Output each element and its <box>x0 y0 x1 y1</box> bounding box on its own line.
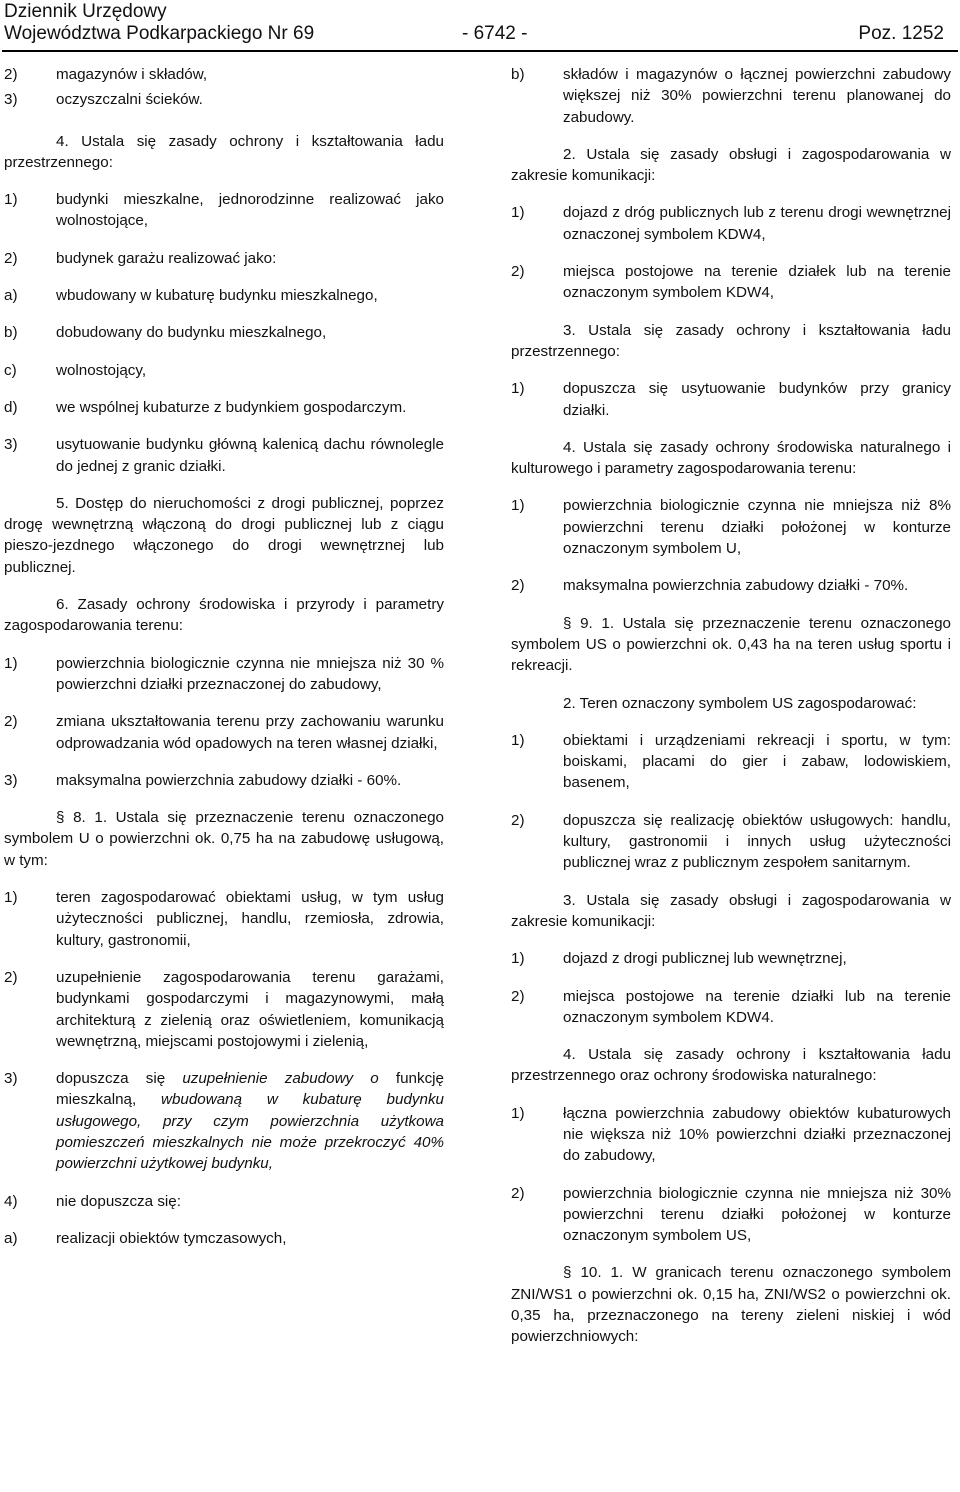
left-column <box>4 64 444 1249</box>
item-text: miejsca postojowe na terenie działki lub na terenie oznaczonym symbolem KDW4. <box>563 987 951 1026</box>
item-text: powierzchnia biologicznie czynna nie mniejsza niż 8% powierzchni terenu działki położonej w konturze oznaczonym symbolem U, <box>563 497 951 558</box>
item-text: magazynów i składów, <box>56 66 208 83</box>
item-number: c) <box>4 361 17 379</box>
item-number: 1) <box>511 380 525 398</box>
item-number: 2) <box>511 1184 525 1202</box>
item-number: a) <box>4 1229 18 1247</box>
header-line <box>4 22 944 46</box>
item-number: b) <box>511 66 525 83</box>
item-text: nie dopuszcza się: <box>56 1192 181 1210</box>
list-item <box>511 202 951 245</box>
item-text: miejsca postojowe na terenie działek lub na terenie oznaczonym symbolem KDW4, <box>563 263 951 302</box>
list-item <box>511 1103 951 1167</box>
list-item <box>511 730 951 794</box>
item-text: realizacji obiektów tymczasowych, <box>56 1229 287 1247</box>
right-column <box>511 64 951 1348</box>
item-text: powierzchnia biologicznie czynna nie mniejsza niż 30 % powierzchni działki przeznaczonej do zabudowy, <box>56 654 444 693</box>
paragraph: § 8. 1. Ustala się przeznaczenie terenu oznaczonego symbolem U o powierzchni ok. 0,75 ha na zabudowę usługową, w tym: <box>4 809 444 869</box>
list-item <box>4 189 444 232</box>
list-item <box>511 986 951 1029</box>
item-text: oczyszczalni ścieków. <box>56 91 203 109</box>
item-number: 2) <box>4 713 18 731</box>
paragraph: 4. Ustala się zasady ochrony i kształtowania ładu przestrzennego oraz ochrony środowiska naturalnego: <box>511 1046 951 1085</box>
list-item <box>4 770 444 791</box>
page-number: - 6742 - <box>462 23 528 44</box>
item-number: 2) <box>4 66 18 83</box>
item-number: 1) <box>4 654 18 672</box>
item-number: 1) <box>4 191 18 209</box>
paragraph: 2. Ustala się zasady obsługi i zagospodarowania w zakresie komunikacji: <box>511 145 951 185</box>
page-header <box>4 0 956 52</box>
list-item <box>4 397 444 418</box>
list-item <box>4 1191 444 1212</box>
item-number: b) <box>4 324 18 342</box>
list-item <box>4 322 444 343</box>
list-item <box>511 495 951 559</box>
list-item <box>511 575 951 596</box>
item-number: 2) <box>511 811 525 829</box>
paragraph: § 10. 1. W granicach terenu oznaczonego symbolem ZNI/WS1 o powierzchni ok. 0,15 ha, ZNI/WS2 o powierzchni ok. 0,35 ha, przeznaczonego na tereny zieleni niskiej i wód powierzchniowych: <box>511 1264 951 1346</box>
list-item <box>4 711 444 754</box>
item-text: powierzchnia biologicznie czynna nie mniejsza niż 30% powierzchni terenu działki położonej w konturze oznaczonym symbolem US, <box>563 1184 951 1245</box>
list-item <box>511 1183 951 1247</box>
list-item <box>511 64 951 128</box>
item-text: usytuowanie budynku główną kalenicą dachu równolegle do jednej z granic działki. <box>56 436 444 475</box>
item-text: dopuszcza się realizację obiektów usługowych: handlu, kultury, gastronomii i innych usług użyteczności publicznej wraz z publicznym zespołem sanitarnym. <box>563 811 951 872</box>
position-number: Poz. 1252 <box>858 23 944 44</box>
list-item <box>4 967 444 1052</box>
item-text: łączna powierzchnia zabudowy obiektów kubaturowych nie większa niż 10% powierzchni działki przeznaczonej do zabudowy, <box>563 1104 951 1165</box>
item-text-part: dopuszcza się <box>56 1070 183 1088</box>
item-text-part: funkcję mieszkalną, <box>56 1070 444 1109</box>
item-number: 2) <box>511 577 525 595</box>
list-item <box>4 434 444 477</box>
item-number: a) <box>4 287 18 305</box>
header-rule <box>2 50 958 52</box>
item-number: 2) <box>511 263 525 281</box>
item-number: 1) <box>511 204 525 222</box>
list-item <box>4 285 444 306</box>
paragraph: 3. Ustala się zasady obsługi i zagospodarowania w zakresie komunikacji: <box>511 891 951 930</box>
list-item <box>4 89 444 110</box>
paragraph: 4. Ustala się zasady ochrony środowiska naturalnego i kulturowego i parametry zagospodarowania terenu: <box>511 438 951 478</box>
item-text: wbudowany w kubaturę budynku mieszkalnego, <box>56 287 378 305</box>
list-item <box>4 64 444 85</box>
item-text: dopuszcza się usytuowanie budynków przy granicy działki. <box>563 380 951 419</box>
item-number: 1) <box>511 1104 525 1122</box>
item-text: składów i magazynów o łącznej powierzchni zabudowy większej niż 30% powierzchni terenu planowanej do zabudowy. <box>563 66 951 126</box>
item-number: 1) <box>511 497 525 515</box>
publisher: Województwa Podkarpackiego Nr 69 <box>4 23 315 44</box>
item-text: teren zagospodarować obiektami usług, w tym usług użyteczności publicznej, handlu, rzemiosła, zdrowia, kultury, gastronomii, <box>56 889 444 949</box>
list-item <box>511 810 951 874</box>
item-text: dojazd z dróg publicznych lub z terenu drogi wewnętrznej oznaczonej symbolem KDW4, <box>563 204 951 243</box>
item-text: budynki mieszkalne, jednorodzinne realizować jako wolnostojące, <box>56 191 444 230</box>
item-number: 2) <box>4 968 18 986</box>
item-text: zmiana ukształtowania terenu przy zachowaniu warunku odprowadzania wód opadowych na teren własnej działki, <box>56 713 444 752</box>
item-number: 4) <box>4 1192 18 1210</box>
item-number: 1) <box>4 889 18 907</box>
item-number: 3) <box>4 91 18 109</box>
list-item <box>4 1068 444 1174</box>
item-number: 3) <box>4 436 18 454</box>
item-text: uzupełnienie zagospodarowania terenu garażami, budynkami gospodarczymi i magazynowymi, małą architekturą z zielenią oraz oświetleniem, komunikacją wewnętrzną, miejscami postojowymi i zielenią, <box>56 968 444 1050</box>
item-text: maksymalna powierzchnia zabudowy działki - 60%. <box>56 771 402 789</box>
list-item <box>511 948 951 969</box>
paragraph: 4. Ustala się zasady ochrony i kształtowania ładu przestrzennego: <box>4 132 444 171</box>
item-number: 2) <box>511 987 525 1005</box>
item-text: wolnostojący, <box>56 361 147 379</box>
paragraph: 2. Teren oznaczony symbolem US zagospodarować: <box>563 694 917 712</box>
paragraph: 5. Dostęp do nieruchomości z drogi publicznej, poprzez drogę wewnętrzną włączoną do drogi publicznej lub z ciągu pieszo-jezdnego włączonego do drogi wewnętrznej lub publicznej. <box>4 494 444 576</box>
list-item <box>511 378 951 421</box>
paragraph: 3. Ustala się zasady ochrony i kształtowania ładu przestrzennego: <box>511 321 951 360</box>
item-number: d) <box>4 398 18 416</box>
journal-title: Dziennik Urzędowy <box>4 1 167 22</box>
list-item <box>4 887 444 951</box>
item-text <box>56 1068 444 1174</box>
paragraph: 6. Zasady ochrony środowiska i przyrody i parametry zagospodarowania terenu: <box>4 596 444 635</box>
item-number: 3) <box>4 771 18 789</box>
item-number: 1) <box>511 950 525 968</box>
item-number: 2) <box>4 249 18 267</box>
item-text-italic: uzupełnienie zabudowy o <box>182 1070 379 1088</box>
paragraph: § 9. 1. Ustala się przeznaczenie terenu oznaczonego symbolem US o powierzchni ok. 0,43 ha na teren usług sportu i rekreacji. <box>511 614 951 675</box>
list-item <box>4 653 444 696</box>
list-item <box>511 261 951 304</box>
item-text: dobudowany do budynku mieszkalnego, <box>56 324 327 342</box>
item-number: 3) <box>4 1070 18 1088</box>
item-number: 1) <box>511 731 525 749</box>
list-item <box>4 248 444 269</box>
item-text-italic: wbudowaną w kubaturę budynku usługowego, przy czym powierzchnia użytkowa pomieszczeń mieszkalnych nie może przekroczyć 40% powierzchni użytkowej budynku, <box>56 1091 444 1173</box>
list-item <box>4 1228 444 1249</box>
list-item <box>4 360 444 381</box>
item-text: we wspólnej kubaturze z budynkiem gospodarczym. <box>56 398 407 416</box>
item-text: budynek garażu realizować jako: <box>56 249 277 267</box>
item-text: obiektami i urządzeniami rekreacji i sportu, w tym: boiskami, placami do gier i zabaw, lodowiskiem, basenem, <box>563 731 951 792</box>
item-text: dojazd z drogi publicznej lub wewnętrznej, <box>563 950 847 968</box>
item-text: maksymalna powierzchnia zabudowy działki - 70%. <box>563 577 909 595</box>
